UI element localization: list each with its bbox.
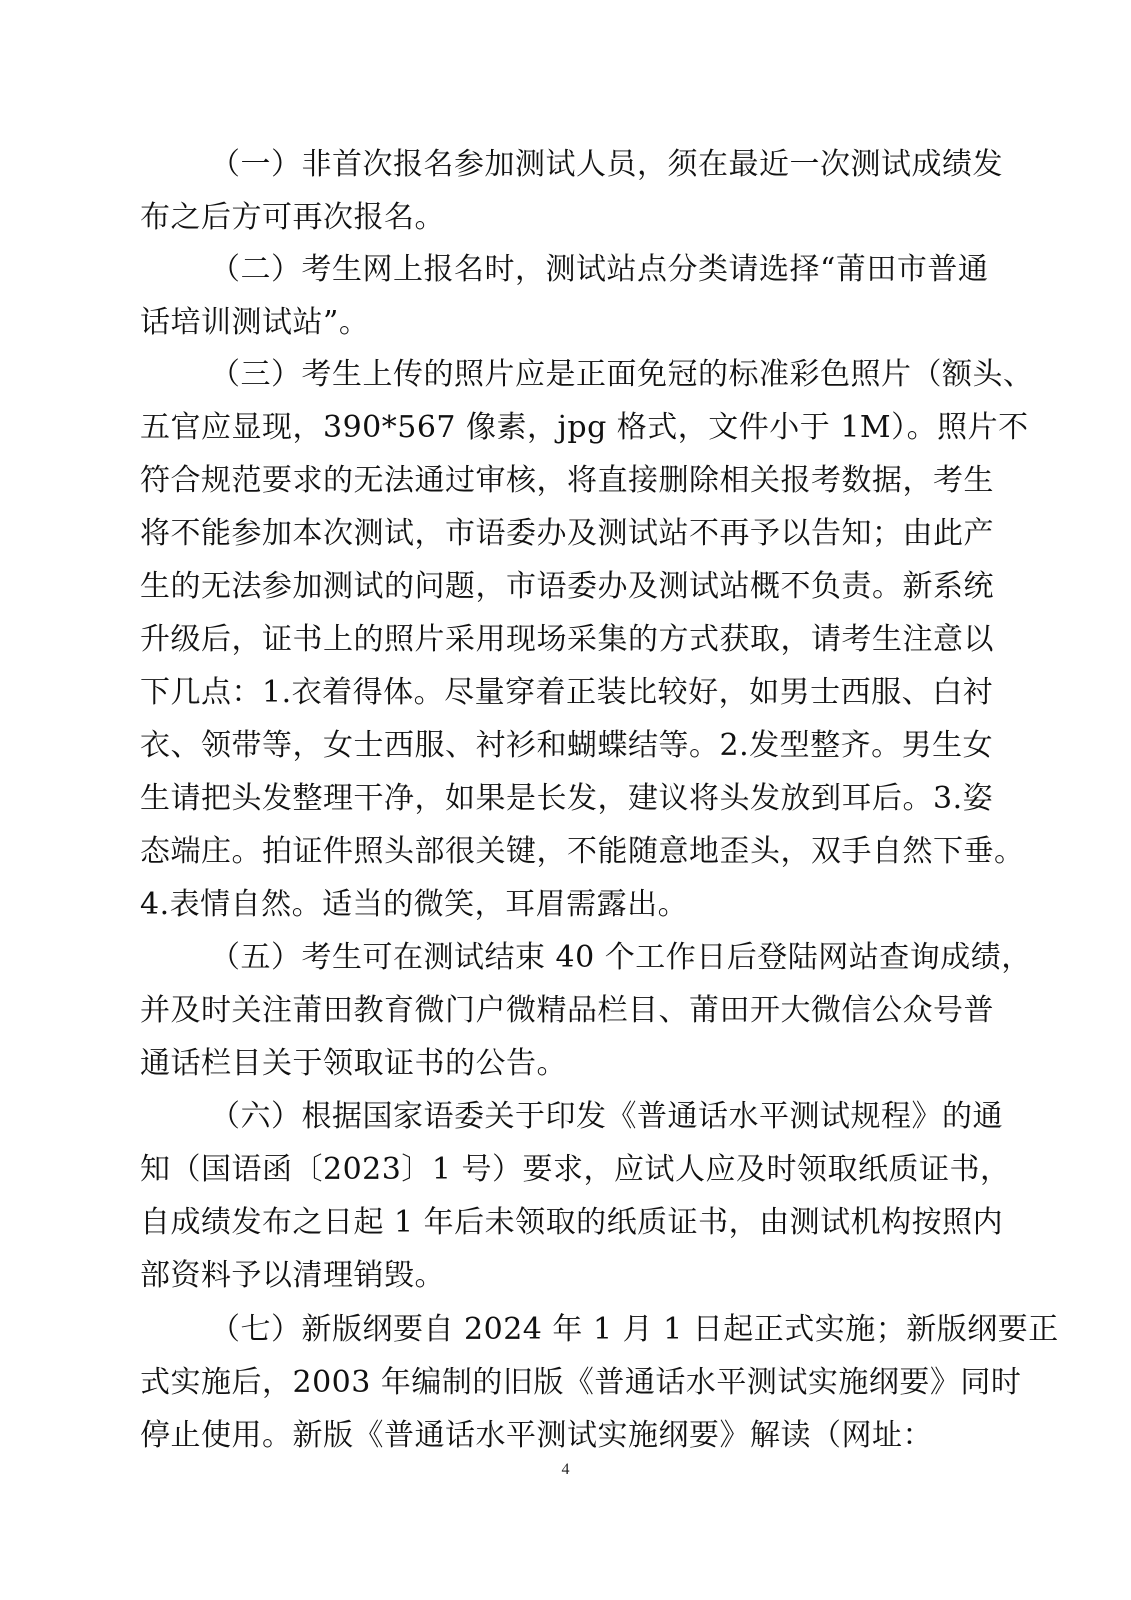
paragraph-3-line-5: 生的无法参加测试的问题，市语委办及测试站概不负责。新系统 bbox=[140, 569, 994, 604]
paragraph-6-line-1: （六）根据国家语委关于印发《普通话水平测试规程》的通 bbox=[210, 1099, 1003, 1134]
paragraph-3-line-8: 衣、领带等，女士西服、衬衫和蝴蝶结等。2.发型整齐。男生女 bbox=[140, 728, 994, 763]
paragraph-1-line-2: 布之后方可再次报名。 bbox=[140, 200, 445, 235]
page-number: 4 bbox=[561, 1461, 570, 1478]
paragraph-3-line-10: 态端庄。拍证件照头部很关键，不能随意地歪头，双手自然下垂。 bbox=[140, 834, 1025, 869]
paragraph-2-line-2: 话培训测试站”。 bbox=[140, 305, 370, 340]
paragraph-3-line-2: 五官应显现，390*567 像素，jpg 格式，文件小于 1M）。照片不 bbox=[140, 410, 1029, 445]
paragraph-3-line-1: （三）考生上传的照片应是正面免冠的标准彩色照片（额头、 bbox=[210, 357, 1034, 392]
paragraph-6-line-3: 自成绩发布之日起 1 年后未领取的纸质证书，由测试机构按照内 bbox=[140, 1205, 1004, 1240]
paragraph-3-line-4: 将不能参加本次测试，市语委办及测试站不再予以告知；由此产 bbox=[140, 516, 994, 551]
paragraph-5-line-3: 通话栏目关于领取证书的公告。 bbox=[140, 1046, 567, 1081]
paragraph-7-line-2: 式实施后，2003 年编制的旧版《普通话水平测试实施纲要》同时 bbox=[140, 1365, 1022, 1400]
paragraph-5-line-1: （五）考生可在测试结束 40 个工作日后登陆网站查询成绩， bbox=[210, 940, 1032, 975]
paragraph-6-line-2: 知（国语函〔2023〕1 号）要求，应试人应及时领取纸质证书， bbox=[140, 1152, 1011, 1187]
paragraph-7-line-3: 停止使用。新版《普通话水平测试实施纲要》解读（网址： bbox=[140, 1418, 933, 1453]
paragraph-1-line-1: （一）非首次报名参加测试人员，须在最近一次测试成绩发 bbox=[210, 147, 1003, 182]
paragraph-3-line-6: 升级后，证书上的照片采用现场采集的方式获取，请考生注意以 bbox=[140, 622, 994, 657]
paragraph-3-line-7: 下几点：1.衣着得体。尽量穿着正装比较好，如男士西服、白衬 bbox=[140, 675, 994, 710]
paragraph-3-line-3: 符合规范要求的无法通过审核，将直接删除相关报考数据，考生 bbox=[140, 463, 994, 498]
paragraph-6-line-4: 部资料予以清理销毁。 bbox=[140, 1258, 445, 1293]
paragraph-5-line-2: 并及时关注莆田教育微门户微精品栏目、莆田开大微信公众号普 bbox=[140, 993, 994, 1028]
paragraph-2-line-1: （二）考生网上报名时，测试站点分类请选择“莆田市普通 bbox=[210, 252, 989, 287]
paragraph-7-line-1: （七）新版纲要自 2024 年 1 月 1 日起正式实施；新版纲要正 bbox=[210, 1312, 1059, 1347]
paragraph-3-line-11: 4.表情自然。适当的微笑，耳眉需露出。 bbox=[140, 887, 689, 922]
paragraph-3-line-9: 生请把头发整理干净，如果是长发，建议将头发放到耳后。3.姿 bbox=[140, 781, 994, 816]
